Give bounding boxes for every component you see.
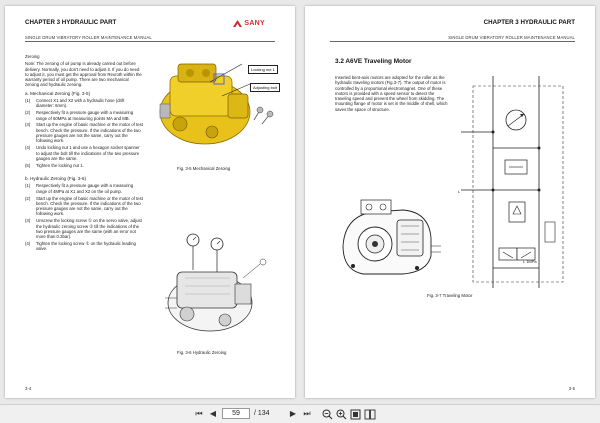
adjusting-bolt-callout: Adjusting bolt <box>250 83 280 92</box>
step-text: Undo locking nut 1 and use a hexagon socket spanner to adjust the bolt till the indications of the two pressure gauges are the same. <box>36 145 140 161</box>
step-text: Respectively fit a pressure gauge with a measuring range of 60MPa at measuring points MA and MB. <box>36 110 134 121</box>
step-item <box>25 145 143 161</box>
step-number: (5) <box>25 162 31 168</box>
zoom-out-icon[interactable] <box>322 409 333 420</box>
step-text: Start up the engine of basic machine or the motor of test bench. Check the pressure. If the indications of the two pressure gauges are not the same, carry out the following work. <box>36 122 144 144</box>
left-page-number: 3-4 <box>25 386 32 391</box>
page-number-input[interactable] <box>222 408 250 419</box>
step-text: Respectively fit a pressure gauge with a measuring range of 4MPa at X1 and X2 on the oil pump. <box>36 183 134 194</box>
step-item <box>25 241 143 252</box>
hydraulic-zeroing-figure <box>155 228 280 343</box>
traveling-motor-description: Inserted bent-axis motors are adopted for the roller as the hydraulic traveling motors (Fig.3-7). The output of motor is controlled by a proportional electromagnet. One of these motors is provided with a speed sensor to detect the traveling speed and prevent the wheel from skidding. The mounting flange of motor is set in the middle of shell, which saves the space of structure. <box>335 75 448 112</box>
right-page-number: 3-5 <box>568 386 575 391</box>
step-number: (2) <box>25 110 31 116</box>
step-text: Connect X1 and X2 with a hydraulic hose (drift diameter: 6mm). <box>36 98 125 109</box>
first-page-icon[interactable]: ⏮ <box>195 409 203 418</box>
step-text: Unscrew the locking screw ① on the servo valve, adjust the hydraulic zeroing screw ② till the indications of the two pressure gauges are the same (with an error not more than 0.3bar). <box>36 218 142 240</box>
page-total: / 134 <box>254 410 270 417</box>
next-page-icon[interactable]: ▶ <box>289 409 297 418</box>
chapter-title: CHAPTER 3 HYDRAULIC PART <box>25 19 117 26</box>
fig-3-6-caption: Fig. 3-6 Hydraulic Zeroing <box>177 350 227 355</box>
schematic-label-l: L <box>458 189 461 194</box>
previous-page-icon[interactable]: ◀ <box>209 409 217 418</box>
step-item <box>25 122 143 143</box>
right-text-column <box>335 75 449 114</box>
section-title: 3.2 A6VE Traveling Motor <box>335 58 412 65</box>
schematic-label-1mpa: L 1MPa <box>523 259 537 264</box>
step-text: Tighten the locking nut 1. <box>36 162 84 168</box>
manual-subtitle: SINGLE DRUM VIBRATORY ROLLER MAINTENANCE MANUAL <box>448 35 575 40</box>
step-number: (1) <box>25 98 31 104</box>
fig-3-5-caption: Fig. 3-5 Mechanical Zeroing <box>177 166 231 171</box>
sany-logo <box>233 20 265 27</box>
header-rule <box>330 41 575 42</box>
last-page-icon[interactable]: ⏭ <box>303 409 311 418</box>
header-rule <box>25 41 275 42</box>
step-number: (4) <box>25 241 31 247</box>
mechanical-zeroing-heading: a. Mechanical Zeroing (Fig. 3-5) <box>25 90 91 96</box>
zeroing-heading: Zeroing <box>25 54 40 59</box>
fig-3-7-caption: Fig. 3-7 Traveling Motor <box>427 293 473 298</box>
step-item <box>25 163 143 168</box>
hydraulic-schematic <box>453 72 575 292</box>
step-item <box>25 98 143 109</box>
zeroing-note: Note: The zeroing of oil pump is already carried out before delivery. Normally, you don't need to adjust it. If you do need to adjust it, you must get the approval from Rexroth within the warranty period of oil pump. There are two mechanical zeroing and hydraulic zeroing. <box>25 61 142 88</box>
step-item <box>25 183 143 194</box>
hydraulic-zeroing-heading: b. Hydraulic Zeroing (Fig. 3-6) <box>25 176 87 182</box>
left-text-column <box>25 54 143 253</box>
step-text: Tighten the locking screw ① on the hydraulic leading valve. <box>36 241 136 252</box>
chapter-title: CHAPTER 3 HYDRAULIC PART <box>483 19 575 26</box>
manual-subtitle: SINGLE DRUM VIBRATORY ROLLER MAINTENANCE MANUAL <box>25 35 152 40</box>
fullscreen-icon[interactable] <box>350 409 361 420</box>
step-number: (3) <box>25 122 31 128</box>
locking-nut-callout: Locking nut 1 <box>248 65 278 74</box>
mechanical-steps-list <box>25 98 143 168</box>
left-page <box>5 6 295 398</box>
hydraulic-steps-list <box>25 183 143 251</box>
traveling-motor-drawing <box>333 186 448 286</box>
step-item <box>25 196 143 217</box>
page-layout-icon[interactable] <box>364 409 376 420</box>
step-number: (2) <box>25 195 31 201</box>
sany-logo-mark-icon <box>233 20 242 27</box>
logo-text: SANY <box>244 20 265 27</box>
step-number: (1) <box>25 183 31 189</box>
step-item <box>25 110 143 121</box>
step-item <box>25 218 143 239</box>
step-number: (4) <box>25 145 31 151</box>
step-text: Start up the engine of basic machine or the motor of test bench. Check the pressure. If the indications of the two pressure gauges are not the same, carry out the following work. <box>36 195 144 217</box>
step-number: (3) <box>25 218 31 224</box>
zoom-in-icon[interactable] <box>336 409 347 420</box>
right-page <box>305 6 595 398</box>
viewer-toolbar <box>0 404 600 423</box>
